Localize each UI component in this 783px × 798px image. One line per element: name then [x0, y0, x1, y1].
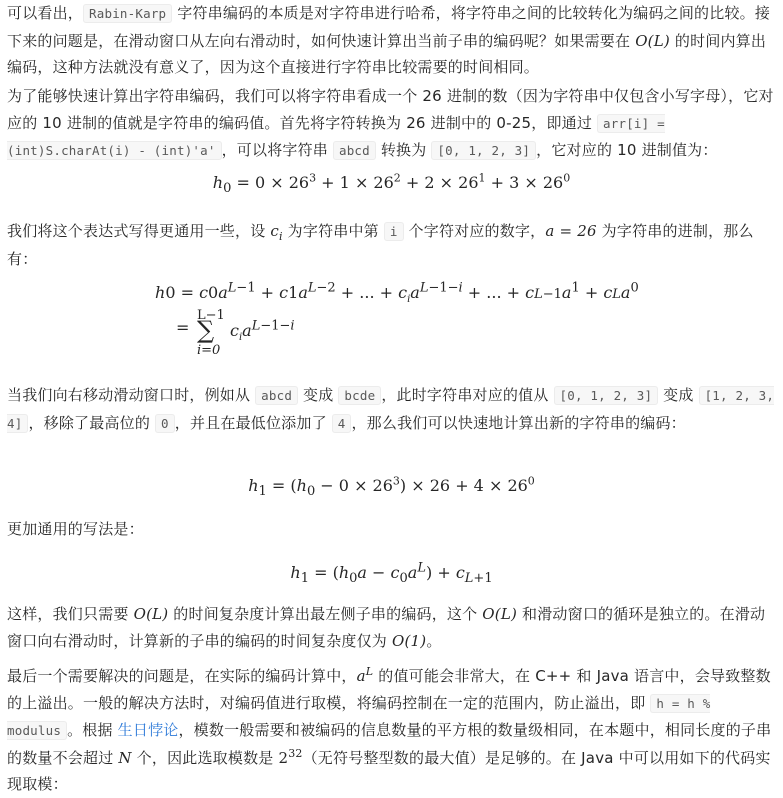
inline-code-array-new: [1, 2, 3, 4] [7, 388, 775, 431]
paragraph-general [7, 218, 777, 272]
math-base: 2 [278, 748, 289, 767]
inline-code-bcde: bcde [338, 386, 381, 405]
math-var: N [118, 748, 132, 767]
equation-h1-general: $h_1 = (h_0a - c_0a^L) + c_{L+1}$ [290, 560, 493, 587]
sum-body: $c_ia^{L-1-i}$ [230, 318, 295, 344]
text: 字符串编码的本质是对字符串进行哈希，将字符串之间的比较转化为编码之间的比较。接下来的问题是，在滑动窗口从左向右滑动时，如何快速计算出当前子串的编码呢？如果需要在 [7, 4, 771, 50]
math-exp: 3 [309, 171, 317, 185]
math-o-l: O(L) [635, 31, 670, 50]
text: 转换为 [375, 141, 432, 159]
paragraph-base26 [7, 83, 777, 165]
text: 可以看出， [7, 4, 84, 22]
math-term: + 1 × 26 [316, 173, 394, 192]
text: 变成 [658, 386, 699, 404]
math-o-l: O(L) [133, 605, 169, 623]
paragraph-complexity [7, 601, 777, 654]
text: 的时间复杂度计算出最左侧子串的编码，这个 [168, 605, 483, 623]
equation-h1-numeric: $h_1 = (h_0 - 0 \times 26^3) \times 26 + 4 \times 26^0$ [248, 474, 535, 500]
sum-icon: ∑ [197, 316, 215, 344]
math-exp: 1 [478, 171, 486, 185]
text: 的值可能会非常大，在 C++ 和 Java 语言中，会导致整数的上溢出。一般的解决方法时，对编码值进行取模，将编码控制在一定的范围内，防止溢出，即 [7, 667, 771, 712]
math-sub: i [278, 230, 283, 243]
link-birthday-paradox[interactable]: 生日悖论 [117, 721, 179, 739]
inline-code-zero: 0 [155, 414, 175, 433]
text: ，那么我们可以快速地计算出新的字符串的编码： [351, 413, 686, 432]
text: ，此时字符串对应的值从 [381, 386, 554, 404]
math-var: a [356, 667, 366, 685]
inline-code-array: [0, 1, 2, 3] [431, 141, 536, 160]
paragraph-modulus [7, 663, 777, 798]
math-term: + 3 × 26 [485, 173, 564, 192]
inline-code-abcd: abcd [333, 141, 376, 160]
math-var: h [212, 173, 224, 192]
inline-code-rabin-karp: Rabin-Karp [83, 4, 172, 23]
math-exp: 32 [288, 746, 303, 760]
inline-code-array-old: [0, 1, 2, 3] [554, 386, 659, 405]
inline-code-abcd-2: abcd [255, 386, 298, 405]
text: 和滑动窗口的循环是独立的。在滑动窗口向右滑动时，计算新的子串的编码的时间复杂度仅为 [7, 605, 766, 650]
text: ，移除了最高位的 [28, 413, 156, 432]
text: 。根据 [67, 721, 118, 739]
text: （无符号整型数的最大值）是足够的。在 Java 中可以用如下的代码实现取模： [7, 748, 771, 793]
inline-code-four: 4 [332, 414, 352, 433]
inline-code-i: i [384, 222, 404, 241]
text: ，并且在最低位添加了 [174, 413, 332, 432]
text: 为字符串的进制，那么有： [7, 222, 754, 268]
equation-line-1: $h0 = c0a^{L-1} + c1a^{L-2}$ + ... + $c_ia^{L-1-i}$ + ... + $cL-1a^1 + cLa^0$ [155, 280, 639, 306]
math-var: c [270, 222, 279, 240]
text: 这样，我们只需要 [7, 605, 134, 623]
text: 个字符对应的数字， [403, 222, 546, 240]
inline-code-modulus: h = h % modulus [7, 695, 711, 738]
math-term: + 2 × 26 [400, 173, 479, 192]
text: 的时间内算出编码，这种方法就没有意义了，因为这个直接进行字符串比较需要的时间相同。 [7, 31, 767, 76]
text: 为字符串中第 [282, 222, 384, 240]
paragraph-sliding [7, 382, 777, 437]
paragraph-intro [7, 0, 777, 81]
text: ，模数一般需要和被编码的信息数量的平方根的数量级相同，在本题中，相同长度的子串的数量不会超过 [7, 721, 772, 767]
math-expr: a = 26 [545, 222, 597, 240]
text: 为了能够快速计算出字符串编码，我们可以将字符串看成一个 26 进制的数（因为字符串中仅包含小写字母），它对应的 10 进制的值就是字符串的编码值。首先将字符转换为 26 进制中的 0-25，即通过 [7, 87, 774, 132]
sum-lower-limit: i=0 [197, 343, 221, 358]
sum-upper-limit: L−1 [197, 308, 225, 323]
math-exp: L [365, 665, 374, 678]
equals-sign: = [176, 318, 190, 337]
text: ，它对应的 10 进制值为： [536, 141, 718, 159]
math-sub: 0 [223, 181, 232, 197]
text: 。 [426, 631, 442, 650]
text: 最后一个需要解决的问题是，在实际的编码计算中， [7, 667, 357, 685]
text: 当我们向右移动滑动窗口时，例如从 [7, 386, 256, 404]
text: ，可以将字符串 [221, 141, 333, 159]
math-term: = 0 × 26 [231, 173, 310, 192]
math-o-l: O(L) [482, 605, 518, 623]
inline-code-arr: arr[i] = (int)S.charAt(i) - (int)'a' [7, 115, 665, 158]
text: 个，因此选取模数是 [131, 748, 279, 767]
math-exp: 2 [393, 171, 401, 185]
text: 我们将这个表达式写得更通用一些，设 [7, 222, 271, 240]
equation-h0-numeric [0, 171, 783, 197]
math-exp: 0 [563, 171, 571, 185]
math-o-1: O(1) [391, 631, 427, 650]
text: 变成 [298, 386, 339, 404]
paragraph-general-form: 更加通用的写法是： [7, 520, 144, 538]
